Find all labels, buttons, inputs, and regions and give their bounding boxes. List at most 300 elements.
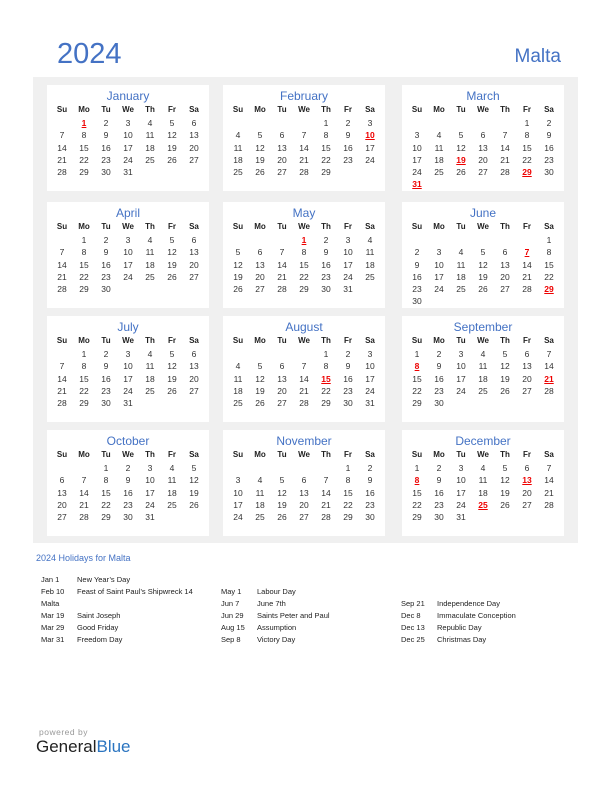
day: 18 (456, 271, 466, 282)
day: 19 (167, 259, 177, 270)
month-title: July (117, 320, 139, 334)
weekday-header: Fr (168, 336, 176, 345)
day: 2 (323, 235, 329, 245)
day: 10 (123, 130, 133, 141)
holiday-day: 25 (478, 499, 488, 510)
day: 7 (59, 130, 65, 141)
day: 26 (255, 167, 265, 178)
weekday-header: Th (321, 450, 331, 459)
day: 4 (147, 349, 153, 359)
weekday-header: Th (321, 222, 331, 231)
day: 15 (101, 487, 111, 498)
day: 15 (412, 487, 422, 498)
weekday-header: We (122, 105, 134, 114)
day: 17 (365, 142, 375, 153)
day: 19 (167, 142, 177, 153)
day: 31 (456, 512, 466, 523)
day: 18 (233, 385, 243, 396)
day: 25 (255, 512, 265, 523)
weekday-header: Su (411, 222, 423, 231)
holiday-row (221, 610, 330, 622)
day: 21 (321, 499, 331, 510)
weekday-header: We (477, 336, 489, 345)
holiday-date: Sep 8 (221, 635, 241, 644)
day: 14 (500, 142, 510, 153)
weekday-header: We (122, 222, 134, 231)
weekday-header: We (477, 222, 489, 231)
empty-day (249, 462, 271, 474)
day: 16 (101, 142, 111, 153)
day: 28 (57, 398, 67, 409)
weekday-header: Sa (189, 336, 199, 345)
month-title: March (466, 89, 500, 103)
day: 25 (167, 499, 177, 510)
day: 12 (233, 259, 243, 270)
day: 10 (412, 142, 422, 153)
day: 30 (434, 398, 444, 409)
day: 2 (414, 247, 420, 258)
day: 10 (145, 475, 155, 486)
empty-day (472, 117, 494, 129)
day: 8 (323, 361, 329, 372)
holiday-day: 19 (456, 154, 466, 165)
weekday-header: Tu (456, 336, 466, 345)
day: 13 (299, 487, 309, 498)
day: 30 (343, 398, 353, 409)
day: 27 (277, 167, 287, 178)
day: 1 (103, 463, 109, 473)
weekday-header: We (298, 222, 310, 231)
day: 25 (145, 271, 155, 282)
day: 27 (189, 271, 199, 282)
day: 16 (434, 373, 444, 384)
day: 26 (167, 385, 177, 396)
day: 29 (101, 512, 111, 523)
empty-day (51, 462, 73, 474)
weekday-header: Sa (544, 336, 554, 345)
day: 26 (167, 154, 177, 165)
day: 28 (299, 398, 309, 409)
day: 19 (255, 154, 265, 165)
weekday-header: Th (321, 336, 331, 345)
day: 13 (500, 259, 510, 270)
day: 11 (167, 475, 177, 486)
month-grid (223, 334, 385, 409)
day: 17 (123, 259, 133, 270)
day: 15 (522, 142, 532, 153)
weekday-header: Sa (544, 105, 554, 114)
day: 15 (412, 373, 422, 384)
day: 12 (277, 487, 287, 498)
day: 13 (478, 142, 488, 153)
powered-by-label: powered by (39, 727, 88, 737)
day: 31 (145, 512, 155, 523)
weekday-header: We (298, 336, 310, 345)
day: 18 (233, 154, 243, 165)
day: 12 (167, 361, 177, 372)
empty-day (516, 234, 538, 246)
day: 26 (478, 284, 488, 295)
holiday-row (41, 586, 193, 598)
day: 20 (189, 373, 199, 384)
weekday-header: Sa (365, 450, 375, 459)
holiday-date: Jan 1 (41, 575, 60, 584)
day: 24 (123, 271, 133, 282)
empty-day (271, 234, 293, 246)
day: 27 (500, 284, 510, 295)
day: 21 (57, 154, 67, 165)
day: 12 (478, 259, 488, 270)
day: 28 (79, 512, 89, 523)
day: 5 (502, 463, 508, 473)
day: 9 (367, 475, 373, 486)
holiday-day: 29 (522, 167, 532, 178)
day: 8 (323, 130, 329, 141)
day: 18 (145, 142, 155, 153)
day: 22 (79, 154, 89, 165)
day: 22 (544, 271, 554, 282)
day: 29 (321, 167, 331, 178)
weekday-header: Mo (78, 450, 90, 459)
day: 14 (544, 475, 554, 486)
weekday-header: Su (232, 222, 244, 231)
weekday-header: Mo (78, 222, 90, 231)
holiday-name: Assumption (257, 623, 297, 632)
holiday-row (221, 598, 330, 610)
day: 10 (123, 247, 133, 258)
holiday-name: Freedom Day (77, 635, 123, 644)
holiday-name: Republic Day (437, 623, 482, 632)
day: 26 (255, 398, 265, 409)
month-title: August (285, 320, 323, 334)
day: 27 (299, 512, 309, 523)
day: 20 (277, 154, 287, 165)
holiday-row (221, 586, 330, 598)
day: 2 (436, 349, 442, 359)
holiday-name: Christmas Day (437, 635, 487, 644)
day: 16 (365, 487, 375, 498)
day: 31 (123, 167, 133, 178)
month-grid (223, 103, 385, 178)
day: 14 (79, 487, 89, 498)
day: 15 (299, 259, 309, 270)
month-grid (223, 220, 385, 295)
empty-day (249, 348, 271, 360)
day: 16 (101, 373, 111, 384)
weekday-header: Tu (456, 105, 466, 114)
day: 24 (456, 385, 466, 396)
day: 12 (500, 361, 510, 372)
empty-day (472, 234, 494, 246)
day: 16 (321, 259, 331, 270)
holiday-date: Mar 29 (41, 623, 65, 632)
day: 5 (257, 361, 263, 372)
day: 29 (79, 284, 89, 295)
day: 22 (522, 154, 532, 165)
day: 5 (235, 247, 241, 258)
day: 17 (123, 142, 133, 153)
day: 18 (478, 373, 488, 384)
day: 31 (365, 398, 375, 409)
holiday-day: 1 (81, 118, 87, 128)
day: 27 (522, 385, 532, 396)
brand-general: General (36, 737, 97, 756)
day: 27 (189, 385, 199, 396)
day: 6 (301, 475, 307, 486)
day: 21 (277, 271, 287, 282)
holiday-row (401, 622, 516, 634)
day: 15 (79, 373, 89, 384)
weekday-header: Tu (101, 105, 111, 114)
holiday-column (221, 586, 330, 646)
day: 11 (478, 475, 488, 486)
weekday-header: Tu (456, 222, 466, 231)
weekday-header: Tu (277, 105, 287, 114)
day: 5 (169, 235, 175, 245)
day: 10 (123, 361, 133, 372)
day: 22 (101, 499, 111, 510)
day: 9 (436, 475, 442, 486)
holiday-name: New Year’s Day (77, 575, 131, 584)
day: 19 (233, 271, 243, 282)
month-title: October (106, 434, 150, 448)
day: 27 (57, 512, 67, 523)
holiday-row (401, 598, 516, 610)
holiday-row (401, 610, 516, 622)
day: 21 (79, 499, 89, 510)
empty-day (227, 348, 249, 360)
day: 3 (125, 349, 131, 359)
day: 28 (57, 167, 67, 178)
month-grid (47, 334, 209, 409)
day: 18 (434, 154, 444, 165)
day: 26 (500, 385, 510, 396)
day: 22 (412, 499, 422, 510)
holiday-column (41, 574, 193, 646)
weekday-header: Th (500, 336, 510, 345)
empty-day (494, 117, 516, 129)
day: 29 (343, 512, 353, 523)
day: 21 (57, 271, 67, 282)
day: 23 (101, 385, 111, 396)
weekday-header: Fr (344, 222, 352, 231)
day: 17 (365, 373, 375, 384)
day: 10 (233, 487, 243, 498)
day: 29 (321, 398, 331, 409)
day: 20 (500, 271, 510, 282)
day: 17 (123, 373, 133, 384)
day: 20 (189, 259, 199, 270)
day: 19 (167, 373, 177, 384)
day: 7 (279, 247, 285, 258)
day: 20 (57, 499, 67, 510)
day: 1 (81, 349, 87, 359)
day: 23 (434, 385, 444, 396)
month-title: April (115, 206, 140, 220)
day: 14 (57, 373, 67, 384)
month-grid (47, 448, 209, 523)
day: 11 (434, 142, 444, 153)
empty-day (271, 462, 293, 474)
weekday-header: We (477, 105, 489, 114)
day: 29 (412, 512, 422, 523)
weekday-header: Tu (456, 450, 466, 459)
day: 8 (301, 247, 307, 258)
month-grid (402, 334, 564, 409)
day: 6 (191, 235, 197, 245)
weekday-header: Mo (433, 336, 445, 345)
weekday-header: Th (145, 222, 155, 231)
day: 29 (79, 398, 89, 409)
day: 9 (345, 130, 351, 141)
brand-blue: Blue (96, 737, 131, 756)
month-grid (47, 103, 209, 178)
day: 3 (125, 235, 131, 245)
weekday-header: Th (500, 450, 510, 459)
day: 25 (478, 385, 488, 396)
day: 4 (147, 118, 153, 128)
day: 28 (522, 284, 532, 295)
month-april (47, 202, 209, 308)
empty-day (293, 462, 315, 474)
empty-day (249, 117, 271, 129)
empty-day (428, 234, 450, 246)
month-january (47, 85, 209, 191)
day: 28 (299, 167, 309, 178)
day: 8 (345, 475, 351, 486)
weekday-header: Sa (189, 450, 199, 459)
brand-logo[interactable] (36, 737, 131, 757)
day: 23 (343, 385, 353, 396)
day: 6 (524, 349, 530, 359)
month-march (402, 85, 564, 191)
day: 15 (544, 259, 554, 270)
weekday-header: Tu (277, 222, 287, 231)
day: 14 (299, 373, 309, 384)
holiday-date: May 1 (221, 587, 242, 596)
weekday-header: We (122, 336, 134, 345)
day: 14 (57, 142, 67, 153)
day: 17 (145, 487, 155, 498)
month-title: June (469, 206, 497, 220)
day: 3 (436, 247, 442, 258)
empty-day (51, 117, 73, 129)
holiday-date: Mar 31 (41, 635, 65, 644)
holiday-name: Saints Peter and Paul (257, 611, 330, 620)
day: 6 (191, 349, 197, 359)
day: 23 (365, 499, 375, 510)
day: 16 (343, 142, 353, 153)
day: 13 (189, 247, 199, 258)
weekday-header: Tu (101, 450, 111, 459)
day: 20 (255, 271, 265, 282)
holiday-name: Saint Joseph (77, 611, 121, 620)
day: 25 (365, 271, 375, 282)
day: 9 (414, 259, 420, 270)
month-july (47, 316, 209, 422)
day: 28 (321, 512, 331, 523)
day: 24 (456, 499, 466, 510)
day: 14 (522, 259, 532, 270)
day: 19 (255, 385, 265, 396)
holiday-date: Dec 25 (401, 635, 425, 644)
day: 11 (365, 247, 375, 258)
day: 12 (255, 373, 265, 384)
day: 12 (255, 142, 265, 153)
day: 9 (323, 247, 329, 258)
day: 15 (79, 259, 89, 270)
day: 24 (365, 154, 375, 165)
day: 10 (456, 475, 466, 486)
day: 26 (277, 512, 287, 523)
empty-day (293, 117, 315, 129)
day: 4 (480, 349, 486, 359)
day: 9 (125, 475, 131, 486)
weekday-header: Fr (523, 105, 531, 114)
day: 17 (412, 154, 422, 165)
day: 8 (103, 475, 109, 486)
weekday-header: Su (232, 105, 244, 114)
day: 17 (456, 373, 466, 384)
day: 24 (123, 154, 133, 165)
day: 22 (79, 271, 89, 282)
day: 3 (367, 118, 373, 128)
weekday-header: Fr (523, 336, 531, 345)
empty-day (494, 234, 516, 246)
holiday-row (41, 610, 193, 622)
day: 29 (412, 398, 422, 409)
empty-day (450, 234, 472, 246)
weekday-header: Su (232, 336, 244, 345)
day: 19 (478, 271, 488, 282)
holiday-name: Immaculate Conception (437, 611, 516, 620)
weekday-header: Fr (168, 105, 176, 114)
day: 27 (277, 398, 287, 409)
holiday-date: Sep 21 (401, 599, 425, 608)
weekday-header: Mo (254, 336, 266, 345)
weekday-header: Sa (544, 450, 554, 459)
day: 28 (57, 284, 67, 295)
weekday-header: Mo (433, 222, 445, 231)
holiday-name: Independence Day (437, 599, 500, 608)
day: 16 (123, 487, 133, 498)
empty-day (227, 117, 249, 129)
day: 23 (101, 154, 111, 165)
holiday-day: 8 (414, 475, 420, 486)
day: 22 (321, 154, 331, 165)
month-title: December (455, 434, 511, 448)
day: 6 (191, 118, 197, 128)
weekday-header: Fr (523, 450, 531, 459)
day: 23 (412, 284, 422, 295)
day: 12 (500, 475, 510, 486)
day: 31 (343, 284, 353, 295)
day: 21 (544, 487, 554, 498)
weekday-header: Th (145, 105, 155, 114)
month-grid (402, 220, 564, 308)
day: 14 (299, 142, 309, 153)
weekday-header: Su (56, 222, 68, 231)
month-grid (402, 103, 564, 191)
weekday-header: Mo (78, 105, 90, 114)
day: 5 (480, 247, 486, 258)
day: 30 (434, 512, 444, 523)
day: 26 (456, 167, 466, 178)
day: 6 (279, 130, 285, 141)
day: 26 (189, 499, 199, 510)
day: 30 (101, 284, 111, 295)
weekday-header: Fr (168, 222, 176, 231)
